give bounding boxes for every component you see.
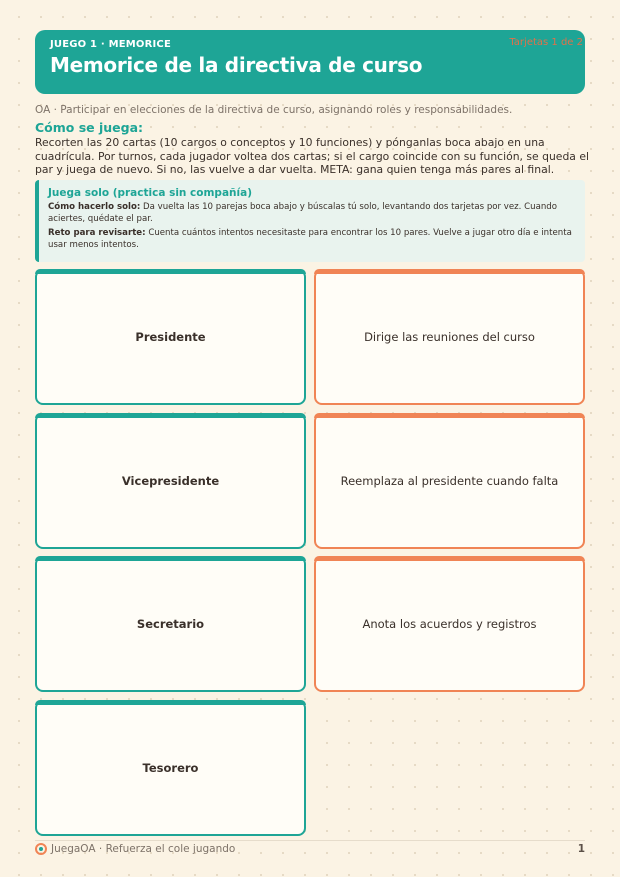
solo-how-label: Cómo hacerlo solo: <box>48 202 141 212</box>
solo-play-box <box>35 180 585 262</box>
footer-brand: JuegaOA · Refuerza el cole jugando <box>51 843 236 855</box>
solo-challenge-text: Cuenta cuántos intentos necesitaste para encontrar los 10 pares. Vuelve a jugar otro día e intenta usar menos intentos. <box>48 228 572 250</box>
learning-objective: OA · Participar en elecciones de la directiva de curso, asignando roles y responsabilidades. <box>35 104 513 116</box>
card-cargo <box>35 269 306 405</box>
card-text: Reemplaza al presidente cuando falta <box>340 474 559 488</box>
juegaoa-logo-icon <box>35 843 47 855</box>
card-text: Secretario <box>136 617 205 631</box>
card-text: Dirige las reuniones del curso <box>364 330 535 344</box>
page-footer <box>35 843 585 855</box>
how-to-play-text: Recorten las 20 cartas (10 cargos o conceptos y 10 funciones) y pónganlas boca abajo en una cuadrícula. Por turnos, cada jugador voltea dos cartas; si el cargo coincide con su función, se queda el par y juega de nuevo. Si no, las vuelve a dar vuelta. META: gana quien tenga más pares al final. <box>35 136 589 176</box>
card-funcion <box>314 556 585 692</box>
card-text: Vicepresidente <box>121 474 220 488</box>
page-number: 1 <box>577 843 585 855</box>
solo-play-title: Juega solo (practica sin compañía) <box>48 187 252 199</box>
solo-challenge-label: Reto para revisarte: <box>48 228 146 238</box>
solo-challenge <box>48 228 575 251</box>
game-kicker: JUEGO 1 · MEMORICE <box>50 39 172 50</box>
footer-divider <box>35 840 585 841</box>
card-text: Anota los acuerdos y registros <box>362 617 537 631</box>
game-header <box>35 30 585 94</box>
solo-how-text: Da vuelta las 10 parejas boca abajo y búscalas tú solo, levantando dos tarjetas por vez. Cuando aciertes, quédate el par. <box>48 202 558 224</box>
card-counter: Tarjetas 1 de 2 <box>509 37 583 48</box>
card-cargo <box>35 413 306 549</box>
card-funcion <box>314 269 585 405</box>
card-cargo <box>35 700 306 836</box>
solo-how <box>48 202 575 225</box>
how-to-play-title: Cómo se juega: <box>35 120 144 135</box>
page-title: Memorice de la directiva de curso <box>50 53 423 77</box>
card-text: Presidente <box>135 330 206 344</box>
card-funcion <box>314 413 585 549</box>
card-cargo <box>35 556 306 692</box>
card-text: Tesorero <box>142 761 199 775</box>
